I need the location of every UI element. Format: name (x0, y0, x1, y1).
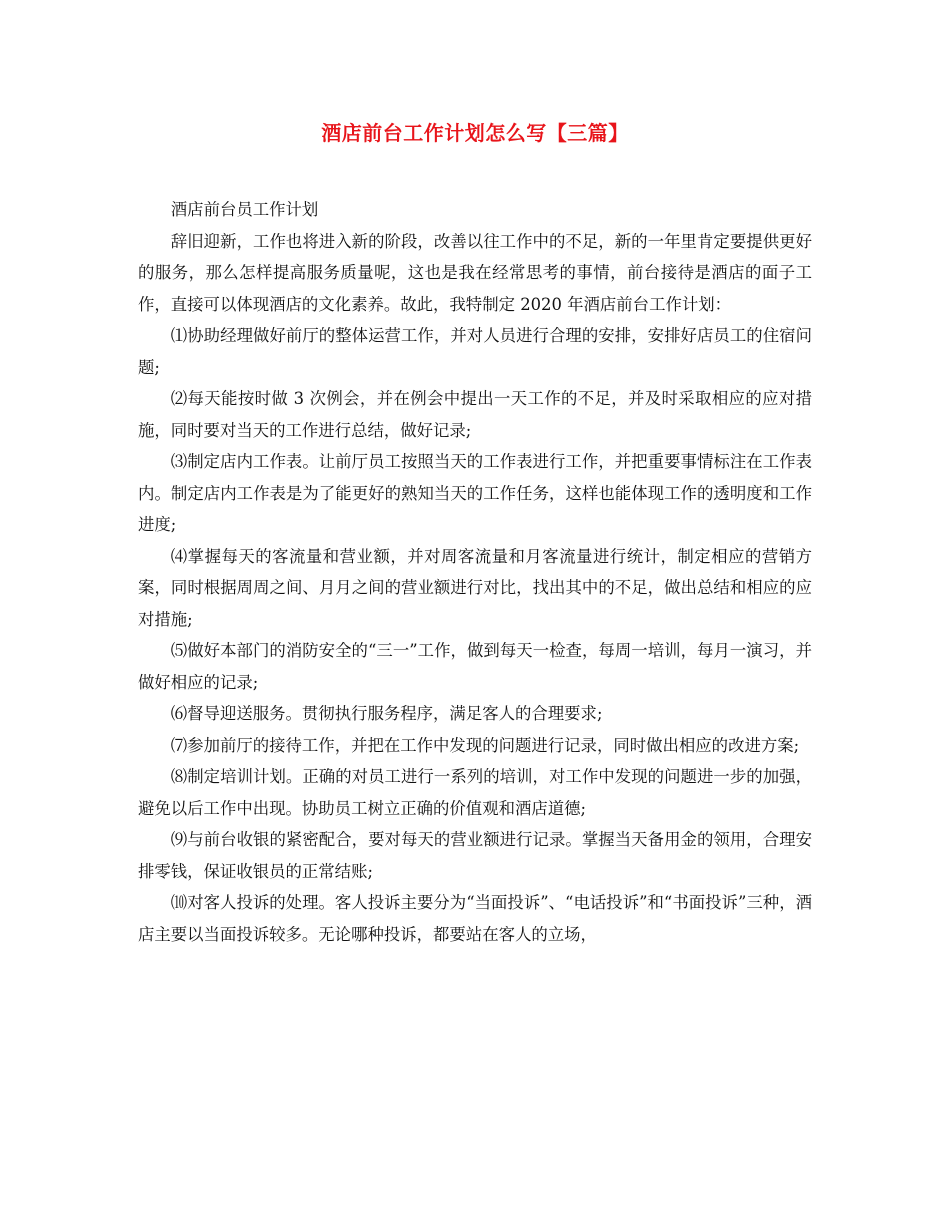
plan-item-7: ⑺参加前厅的接待工作，并把在工作中发现的问题进行记录，同时做出相应的改进方案; (170, 735, 800, 755)
plan-item-9: ⑼与前台收银的紧密配合，要对每天的营业额进行记录。掌握当天备用金的领用，合理安排零钱，保证收银员的正常结账; (138, 830, 812, 881)
section-heading: 酒店前台员工作计划 (170, 200, 319, 219)
intro-paragraph: 辞旧迎新，工作也将进入新的阶段，改善以往工作中的不足，新的一年里肯定要提供更好的服务，那么怎样提高服务质量呢，这也是我在经常思考的事情，前台接待是酒店的面子工作，直接可以体现酒店的文化素养。故此，我特制定 2020 年酒店前台工作计划： (138, 231, 812, 314)
plan-item-1: ⑴协助经理做好前厅的整体运营工作，并对人员进行合理的安排，安排好店员工的住宿问题; (138, 326, 812, 377)
document-title: 酒店前台工作计划怎么写【三篇】 (321, 121, 629, 145)
plan-item-5: ⑸做好本部门的消防安全的“三一”工作，做到每天一检查，每周一培训，每月一演习，并做好相应的记录; (138, 641, 812, 692)
plan-item-6: ⑹督导迎送服务。贯彻执行服务程序，满足客人的合理要求; (170, 704, 603, 723)
plan-item-2: ⑵每天能按时做 3 次例会，并在例会中提出一天工作的不足，并及时采取相应的应对措施，同时要对当天的工作进行总结，做好记录; (138, 389, 812, 440)
plan-item-3: ⑶制定店内工作表。让前厅员工按照当天的工作表进行工作，并把重要事情标注在工作表内。制定店内工作表是为了能更好的熟知当天的工作任务，这样也能体现工作的透明度和工作进度; (138, 452, 812, 534)
document-body (138, 194, 812, 950)
plan-item-8: ⑻制定培训计划。正确的对员工进行一系列的培训，对工作中发现的问题进一步的加强，避免以后工作中出现。协助员工树立正确的价值观和酒店道德; (138, 767, 812, 818)
plan-item-10: ⑽对客人投诉的处理。客人投诉主要分为“当面投诉”、“电话投诉”和“书面投诉”三种，酒店主要以当面投诉较多。无论哪种投诉，都要站在客人的立场， (138, 893, 812, 944)
plan-item-4: ⑷掌握每天的客流量和营业额，并对周客流量和月客流量进行统计，制定相应的营销方案，同时根据周周之间、月月之间的营业额进行对比，找出其中的不足，做出总结和相应的应对措施; (138, 546, 812, 629)
